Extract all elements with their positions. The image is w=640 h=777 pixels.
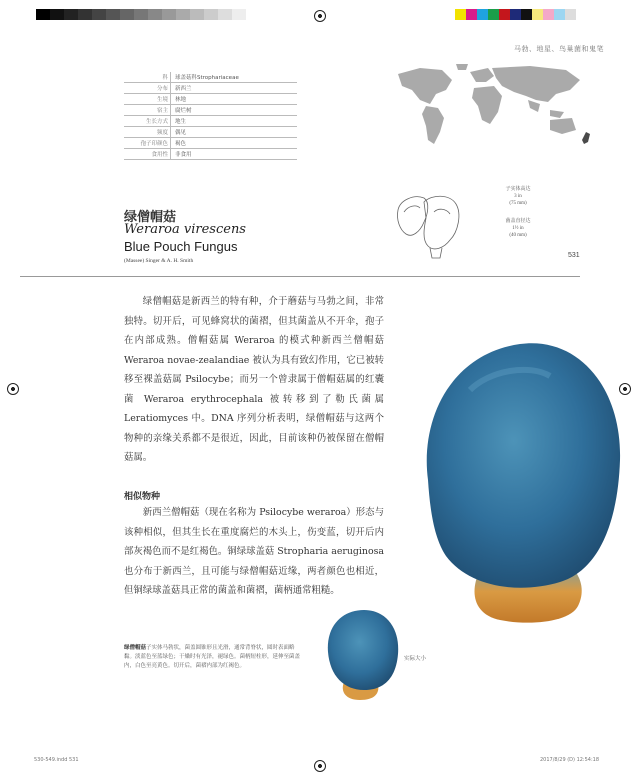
mushroom-photo-large: [410, 330, 630, 630]
title-author: (Massee) Singer & A. H. Smith: [124, 258, 194, 264]
footer-timestamp: 2017/8/29 (D) 12:54:18: [540, 757, 600, 763]
profile-row: 孢子印颜色 褐色: [124, 138, 297, 149]
distribution-world-map: [390, 60, 600, 148]
page-number: 531: [568, 252, 580, 259]
title-english: Blue Pouch Fungus: [124, 239, 238, 254]
section-header: 马勃、地星、鸟巢菌和鬼笔: [514, 45, 604, 53]
profile-row: 宿主 腐烂树: [124, 105, 297, 116]
profile-row: 分布 新西兰: [124, 83, 297, 94]
profile-table: [124, 72, 297, 160]
profile-row: 科 球盖菇科Strophariaceae: [124, 72, 297, 83]
caption-lead: 绿僧帽菇: [124, 645, 147, 651]
grayscale-calibration-bar: [36, 9, 246, 20]
profile-row: 生长方式 地生: [124, 116, 297, 127]
registration-mark-bottom: [314, 760, 326, 772]
profile-row: 生境 林地: [124, 94, 297, 105]
similar-species-paragraph: 新西兰僧帽菇（现在名称为 Psilocybe weraroa）形态与该种相似，但其生长在重度腐烂的木头上，伤变蓝，切开后内部灰褐色而不是红褐色。铜绿球盖菇 Stropharia aeruginosa 也分布于新西兰，且可能与绿僧帽菇近缘，两者颜色也相近，但铜绿球盖菇具正常的菌盖和菌褶，菌柄通常粗糙。: [124, 507, 384, 596]
title-latin: Weraroa virescens: [124, 222, 246, 237]
mushroom-sketch-illustration: [394, 192, 464, 260]
profile-row: 食用性 非食用: [124, 149, 297, 160]
footer-file-info: 530-549.indd 531: [34, 757, 79, 763]
description-paragraph: 绿僧帽菇是新西兰的特有种，介于蘑菇与马勃之间，非常独特。切开后，可见蜂窝状的菌褶，但其菌盖从不开伞，孢子在内部成熟。僧帽菇属 Weraroa 的模式种新西兰僧帽菇 Weraroa novae-zealandiae 被认为具有致幻作用，它已被转移至裸盖菇属 Psilocybe；而另一个曾隶属于僧帽菇属的红囊菌 Weraroa erythrocephala 被转移到了勒氏菌属 Leratiomyces 中。DNA 序列分析表明，绿僧帽菇与这两个物种的亲缘关系都不是很近，因此，目前该种仍被保留在僧帽菇属。: [124, 296, 384, 463]
mushroom-photo-small: [322, 606, 402, 702]
similar-species-text: [124, 503, 384, 601]
title-chinese: 绿僧帽菇: [124, 210, 177, 225]
width-size-box: 菌盖直径达 1½ in (40 mm): [505, 219, 531, 238]
registration-mark-left: [7, 383, 19, 395]
description-text: [124, 292, 384, 468]
height-size-box: 子实体高达 3 in (75 mm): [505, 187, 531, 206]
color-calibration-bar: [455, 9, 576, 20]
profile-row: 频度 偶见: [124, 127, 297, 138]
image-caption: [124, 644, 300, 671]
similar-species-heading: 相似物种: [124, 492, 161, 502]
caption-text: 子实体马勃状，菌盖圆锥形且光滑，通常背脊状，圆时表面略黏。淡蓝色至蓝绿色；干燥时有光泽，褪绿色。菌柄短柱形，延伸至菌盖内，白色至亮黄色。切开后，菌褶内部为红褐色。: [124, 645, 301, 669]
actual-size-label: 实际大小: [404, 656, 427, 662]
header-divider: [20, 276, 580, 277]
registration-mark-top: [314, 10, 326, 22]
